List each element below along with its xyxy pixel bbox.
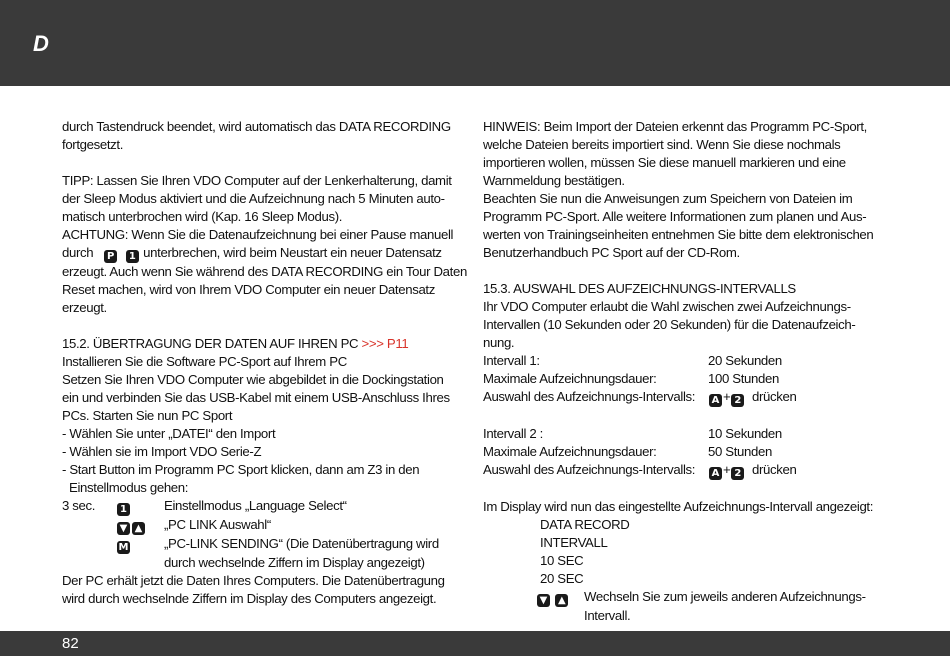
- page-number: 82: [62, 635, 79, 652]
- key-m-icon: M: [118, 542, 129, 553]
- text-line: Reset machen, wird von Ihrem VDO Computer ein neuer Datensatz: [62, 282, 435, 297]
- step-row: ▼ ▲ „PC LINK Auswahl“: [62, 516, 460, 535]
- text-line: - Wählen sie im Import VDO Serie-Z: [62, 444, 262, 459]
- table-row: Maximale Aufzeichnungsdauer: 50 Stunden: [483, 444, 772, 459]
- text-line: importieren wollen, müssen Sie diese manuell markieren und eine: [483, 155, 846, 170]
- text-line: matisch unterbrochen wird (Kap. 16 Sleep Modus).: [62, 209, 343, 224]
- text-line: PCs. Starten Sie nun PC Sport: [62, 408, 233, 423]
- language-code: D: [33, 31, 49, 56]
- header-bar: [0, 0, 950, 86]
- text-line: der Sleep Modus aktiviert und die Aufzeichnung nach 5 Minuten auto-: [62, 191, 445, 206]
- text-line: erzeugt. Auch wenn Sie während des DATA RECORDING ein Tour Daten: [62, 264, 467, 279]
- text-line: Beachten Sie nun die Anweisungen zum Speichern von Dateien im: [483, 191, 853, 206]
- text-line: Intervallen (10 Sekunden oder 20 Sekunden) für die Datenaufzeich-: [483, 317, 856, 332]
- table-row: Intervall 2 : 10 Sekunden: [483, 426, 782, 441]
- text-line: Installieren Sie die Software PC-Sport auf Ihrem PC: [62, 354, 347, 369]
- display-line: INTERVALL: [540, 535, 608, 550]
- text-line: Setzen Sie Ihren VDO Computer wie abgebildet in die Dockingstation: [62, 372, 444, 387]
- table-row: Auswahl des Aufzeichnungs-Intervalls: A + 2 drücken: [483, 389, 797, 406]
- text-line: Im Display wird nun das eingestellte Aufzeichnungs-Intervall angezeigt:: [483, 499, 874, 514]
- text-line: Intervall.: [584, 608, 631, 623]
- text-line: Einstellmodus gehen:: [69, 480, 189, 495]
- text-line: werten von Trainingseinheiten entnehmen Sie bitte dem elektronischen: [483, 227, 874, 242]
- right-column: [483, 118, 888, 625]
- text-line: fortgesetzt.: [62, 137, 124, 152]
- step-row: 3 sec. 1 Einstellmodus „Language Select“: [62, 498, 347, 515]
- table-row: Maximale Aufzeichnungsdauer: 100 Stunden: [483, 371, 779, 386]
- text-line: durch wechselnde Ziffern im Display angezeigt): [164, 555, 425, 570]
- text-line: ACHTUNG: Wenn Sie die Datenaufzeichnung bei einer Pause manuell: [62, 227, 454, 242]
- arrow-down-icon: ▼: [537, 594, 550, 607]
- arrow-up-icon: ▲: [555, 594, 568, 607]
- text-line: ein und verbinden Sie das USB-Kabel mit einem USB-Anschluss Ihres: [62, 390, 450, 405]
- key-2-icon: 2: [731, 394, 744, 407]
- text-line: erzeugt.: [62, 300, 107, 315]
- text-line: welche Dateien bereits importiert sind. Wenn Sie diese nochmals: [483, 137, 841, 152]
- section-title: 15.2. ÜBERTRAGUNG DER DATEN AUF IHREN PC >>> P11: [62, 336, 409, 351]
- page-link[interactable]: >>> P11: [361, 336, 409, 351]
- text-line: - Start Button im Programm PC Sport klicken, dann am Z3 in den: [62, 462, 420, 477]
- key-a-icon: A: [709, 467, 722, 480]
- text-line: Benutzerhandbuch PC Sport auf der CD-Rom.: [483, 245, 740, 260]
- text-line: - Wählen Sie unter „DATEI“ den Import: [62, 426, 276, 441]
- text-line: Programm PC-Sport. Alle weitere Informationen zum planen und Aus-: [483, 209, 867, 224]
- text-line: HINWEIS: Beim Import der Dateien erkennt das Programm PC-Sport,: [483, 119, 867, 134]
- display-line: DATA RECORD: [540, 517, 630, 532]
- arrow-up-icon: ▲: [132, 522, 145, 535]
- text-line: durch Tastendruck beendet, wird automatisch das DATA RECORDING: [62, 119, 451, 134]
- key-p-icon: P: [104, 250, 117, 263]
- key-1-icon: 1: [117, 503, 130, 516]
- text-line: wird durch wechselnde Ziffern im Display des Computers angezeigt.: [62, 591, 437, 606]
- section-title: 15.3. AUSWAHL DES AUFZEICHNUNGS-INTERVALLS: [483, 281, 796, 296]
- table-row: Auswahl des Aufzeichnungs-Intervalls: A + 2 drücken: [483, 462, 797, 479]
- text-line: TIPP: Lassen Sie Ihren VDO Computer auf der Lenkerhalterung, damit: [62, 173, 452, 188]
- step-row: ▼ ▲ Wechseln Sie zum jeweils anderen Aufzeichnungs-: [483, 588, 888, 607]
- left-column: [62, 118, 467, 608]
- key-2-icon: 2: [731, 467, 744, 480]
- arrow-down-icon: ▼: [117, 522, 130, 535]
- footer-bar: [0, 631, 950, 656]
- display-line: 20 SEC: [540, 571, 584, 586]
- text-line: nung.: [483, 335, 515, 350]
- display-line: 10 SEC: [540, 553, 584, 568]
- key-a-icon: A: [709, 394, 722, 407]
- text-line: Ihr VDO Computer erlaubt die Wahl zwischen zwei Aufzeichnungs-: [483, 299, 851, 314]
- step-row: M „PC-LINK SENDING“ (Die Datenübertragung wird: [118, 536, 439, 553]
- text-line: Warnmeldung bestätigen.: [483, 173, 625, 188]
- key-1-icon: 1: [126, 250, 139, 263]
- table-row: Intervall 1: 20 Sekunden: [483, 353, 782, 368]
- text-line: Der PC erhält jetzt die Daten Ihres Computers. Die Datenübertragung: [62, 573, 445, 588]
- text-line: durch P 1 unterbrechen, wird beim Neustart ein neuer Datensatz: [62, 245, 442, 262]
